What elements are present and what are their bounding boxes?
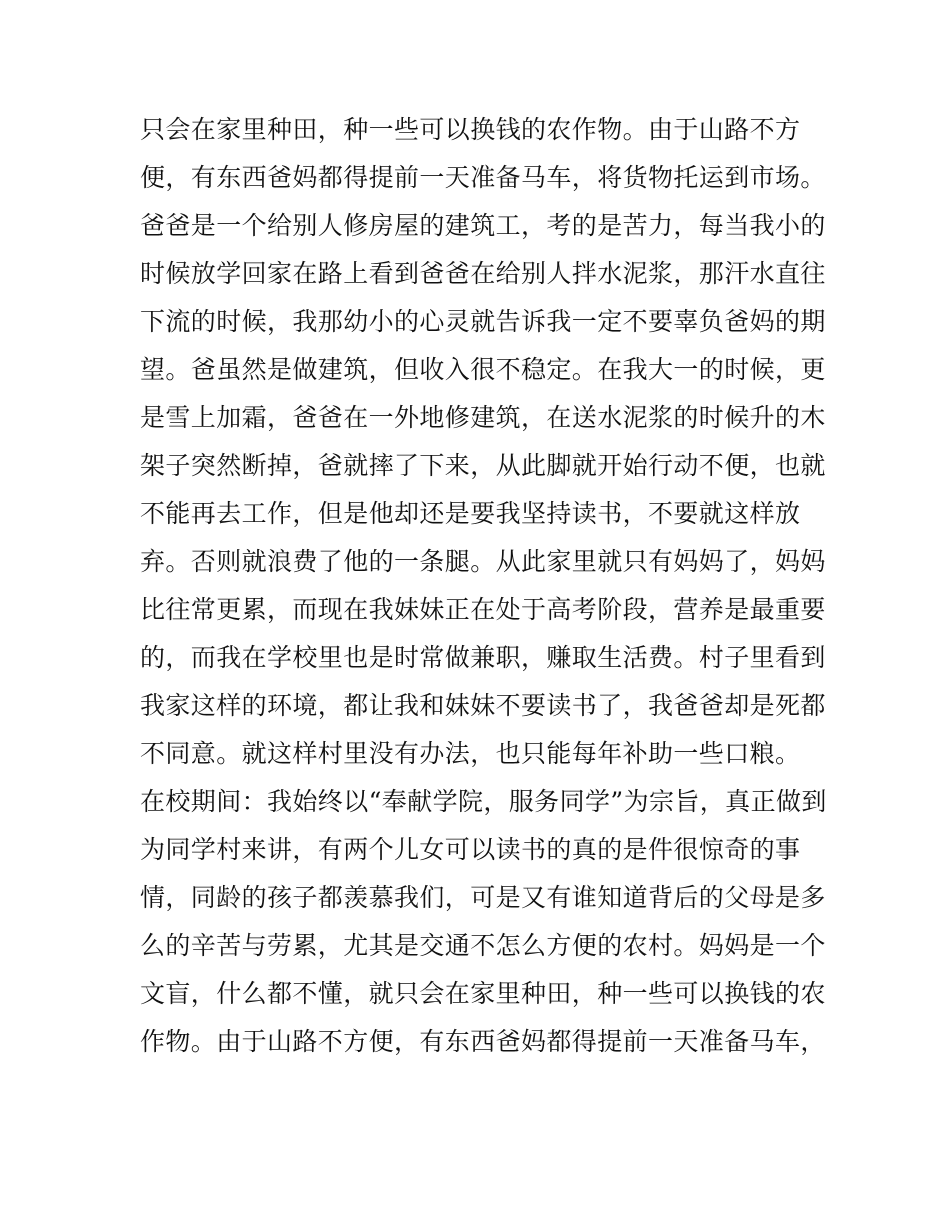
text-line: 比往常更累，而现在我妹妹正在处于高考阶段，营养是最重要 [140, 595, 826, 624]
text-line: 望。爸虽然是做建筑，但收入很不稳定。在我大一的时候，更 [140, 355, 826, 384]
text-line: 是雪上加霜，爸爸在一外地修建筑，在送水泥浆的时候升的木 [140, 403, 826, 432]
text-line: 弃。否则就浪费了他的一条腿。从此家里就只有妈妈了，妈妈 [140, 547, 826, 576]
text-line: 文盲，什么都不懂，就只会在家里种田，种一些可以换钱的农 [140, 979, 826, 1008]
text-line: 不同意。就这样村里没有办法，也只能每年补助一些口粮。 [140, 739, 801, 768]
text-line: 我家这样的环境，都让我和妹妹不要读书了，我爸爸却是死都 [140, 691, 826, 720]
text-line: 在校期间：我始终以“奉献学院，服务同学”为宗旨，真正做到 [140, 787, 827, 816]
document-body [140, 106, 830, 1066]
text-line: 么的辛苦与劳累，尤其是交通不怎么方便的农村。妈妈是一个 [140, 931, 826, 960]
text-line: 下流的时候，我那幼小的心灵就告诉我一定不要辜负爸妈的期 [140, 307, 826, 336]
text-line: 不能再去工作，但是他却还是要我坚持读书，不要就这样放 [140, 499, 801, 528]
text-line: 作物。由于山路不方便，有东西爸妈都得提前一天准备马车， [140, 1027, 826, 1056]
text-line: 为同学村来讲，有两个儿女可以读书的真的是件很惊奇的事 [140, 835, 801, 864]
text-line: 的，而我在学校里也是时常做兼职，赚取生活费。村子里看到 [140, 643, 826, 672]
text-line: 爸爸是一个给别人修房屋的建筑工，考的是苦力，每当我小的 [140, 211, 826, 240]
text-line: 时候放学回家在路上看到爸爸在给别人拌水泥浆，那汗水直往 [140, 259, 826, 288]
text-line: 情，同龄的孩子都羡慕我们，可是又有谁知道背后的父母是多 [140, 883, 826, 912]
text-line: 架子突然断掉，爸就摔了下来，从此脚就开始行动不便，也就 [140, 451, 826, 480]
text-line: 只会在家里种田，种一些可以换钱的农作物。由于山路不方 [140, 115, 801, 144]
text-line: 便，有东西爸妈都得提前一天准备马车，将货物托运到市场。 [140, 163, 826, 192]
